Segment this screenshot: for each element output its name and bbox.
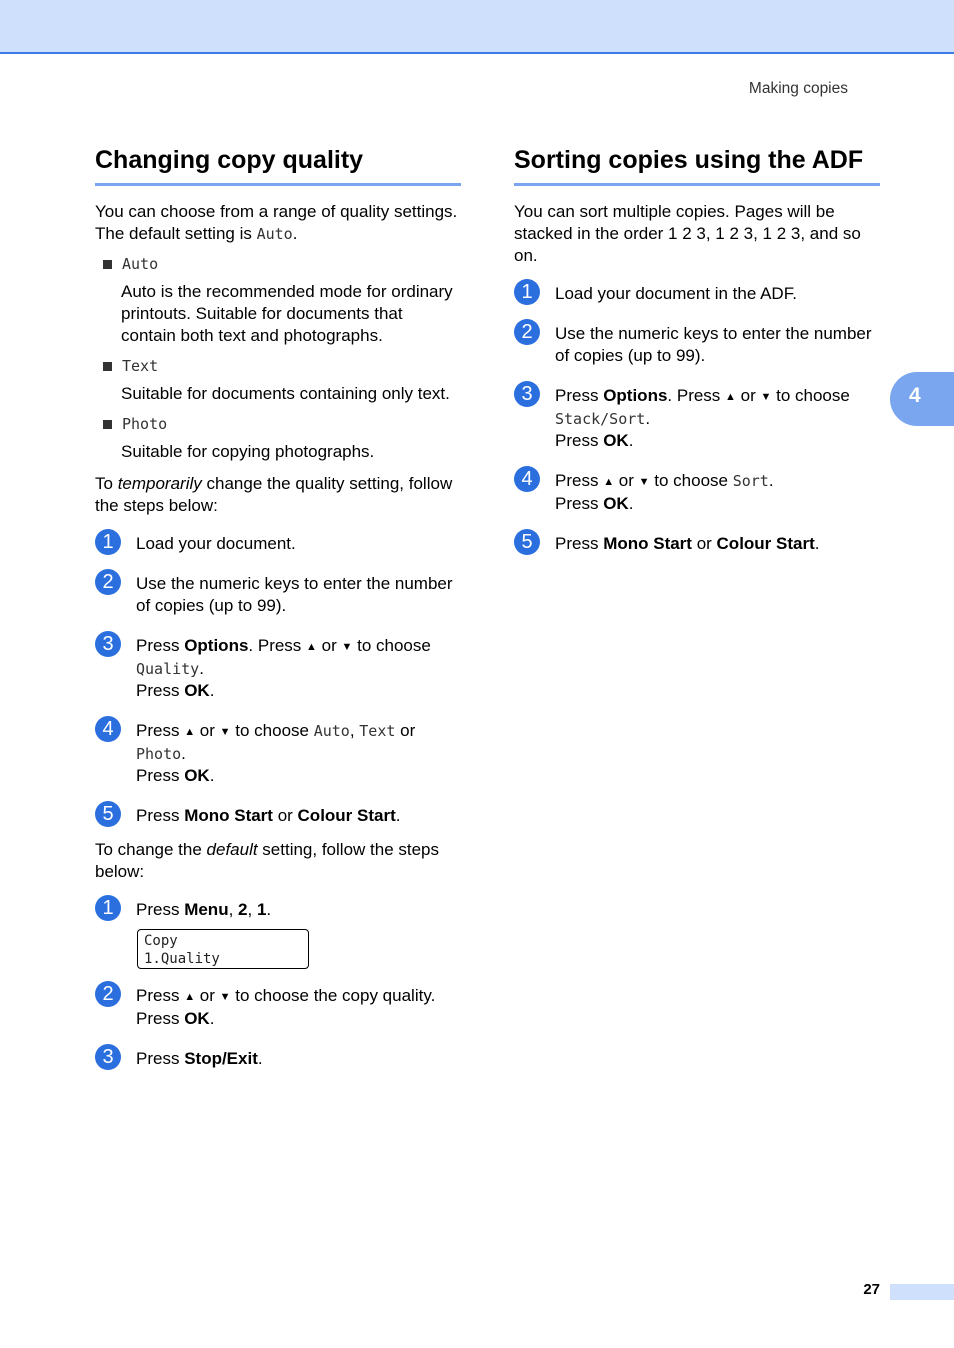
down-arrow-icon: ▼ xyxy=(219,991,231,1003)
bullet-text: Text xyxy=(95,357,461,375)
step-number-icon: 3 xyxy=(514,381,540,407)
section-title-copy-quality: Changing copy quality xyxy=(95,144,461,186)
bullet-desc-text: Suitable for documents containing only text. xyxy=(121,384,450,403)
up-arrow-icon: ▲ xyxy=(184,726,196,738)
sort-step-3: 3 Press Options. Press ▲ or ▼ to choose Stack/Sort. Press OK. xyxy=(514,385,880,452)
intro-paragraph: You can choose from a range of quality settings. The default setting is Auto. xyxy=(95,202,458,243)
down-arrow-icon: ▼ xyxy=(760,391,772,403)
square-bullet-icon xyxy=(103,260,112,269)
default-step-2: 2 Press ▲ or ▼ to choose the copy quality. Press OK. xyxy=(95,985,461,1030)
bullet-auto: Auto xyxy=(95,255,461,273)
step-number-icon: 3 xyxy=(95,631,121,657)
step-number-icon: 1 xyxy=(95,529,121,555)
sort-step-1: 1 Load your document in the ADF. xyxy=(514,283,880,305)
sort-step-2: 2 Use the numeric keys to enter the number of copies (up to 99). xyxy=(514,323,880,367)
down-arrow-icon: ▼ xyxy=(638,476,650,488)
up-arrow-icon: ▲ xyxy=(725,391,736,403)
footer-band xyxy=(890,1284,954,1300)
sort-step-4: 4 Press ▲ or ▼ to choose Sort. Press OK. xyxy=(514,470,880,515)
default-step-1: 1 Press Menu, 2, 1. xyxy=(95,899,461,921)
square-bullet-icon xyxy=(103,420,112,429)
section-title-sorting: Sorting copies using the ADF xyxy=(514,144,880,186)
chapter-tab: 4 xyxy=(890,372,954,426)
temporary-paragraph: To temporarily change the quality setting, follow the steps below: xyxy=(95,474,453,515)
step-number-icon: 5 xyxy=(514,529,540,555)
down-arrow-icon: ▼ xyxy=(219,726,231,738)
step-5: 5 Press Mono Start or Colour Start. xyxy=(95,805,461,827)
right-column xyxy=(514,144,880,555)
default-step-3: 3 Press Stop/Exit. xyxy=(95,1048,461,1070)
bullet-desc-photo: Suitable for copying photographs. xyxy=(121,442,375,461)
down-arrow-icon: ▼ xyxy=(341,641,353,653)
step-2: 2 Use the numeric keys to enter the number of copies (up to 99). xyxy=(95,573,461,617)
default-paragraph: To change the default setting, follow the steps below: xyxy=(95,840,440,881)
square-bullet-icon xyxy=(103,362,112,371)
running-head: Making copies xyxy=(748,80,848,97)
bullet-photo: Photo xyxy=(95,415,461,433)
step-number-icon: 4 xyxy=(95,716,121,742)
page-number: 27 xyxy=(863,1281,880,1298)
up-arrow-icon: ▲ xyxy=(603,476,615,488)
lcd-line-1: Copy xyxy=(144,933,178,949)
step-number-icon: 2 xyxy=(95,981,121,1007)
lcd-display xyxy=(137,929,309,969)
bullet-desc-auto: Auto is the recommended mode for ordinary printouts. Suitable for documents that contain both text and photographs. xyxy=(121,282,453,345)
step-3: 3 Press Options. Press ▲ or ▼ to choose Quality. Press OK. xyxy=(95,635,461,702)
up-arrow-icon: ▲ xyxy=(306,641,317,653)
sort-step-5: 5 Press Mono Start or Colour Start. xyxy=(514,533,880,555)
step-4: 4 Press ▲ or ▼ to choose Auto, Text or Photo. Press OK. xyxy=(95,720,461,787)
step-number-icon: 4 xyxy=(514,466,540,492)
sorting-intro: You can sort multiple copies. Pages will be stacked in the order 1 2 3, 1 2 3, 1 2 3, and so on. xyxy=(514,202,861,265)
step-number-icon: 5 xyxy=(95,801,121,827)
left-column xyxy=(95,144,461,1070)
step-number-icon: 1 xyxy=(514,279,540,305)
step-number-icon: 3 xyxy=(95,1044,121,1070)
step-number-icon: 2 xyxy=(95,569,121,595)
lcd-line-2: 1.Quality xyxy=(144,951,220,967)
header-band xyxy=(0,0,954,54)
step-number-icon: 1 xyxy=(95,895,121,921)
step-1: 1 Load your document. xyxy=(95,533,461,555)
up-arrow-icon: ▲ xyxy=(184,991,196,1003)
step-number-icon: 2 xyxy=(514,319,540,345)
